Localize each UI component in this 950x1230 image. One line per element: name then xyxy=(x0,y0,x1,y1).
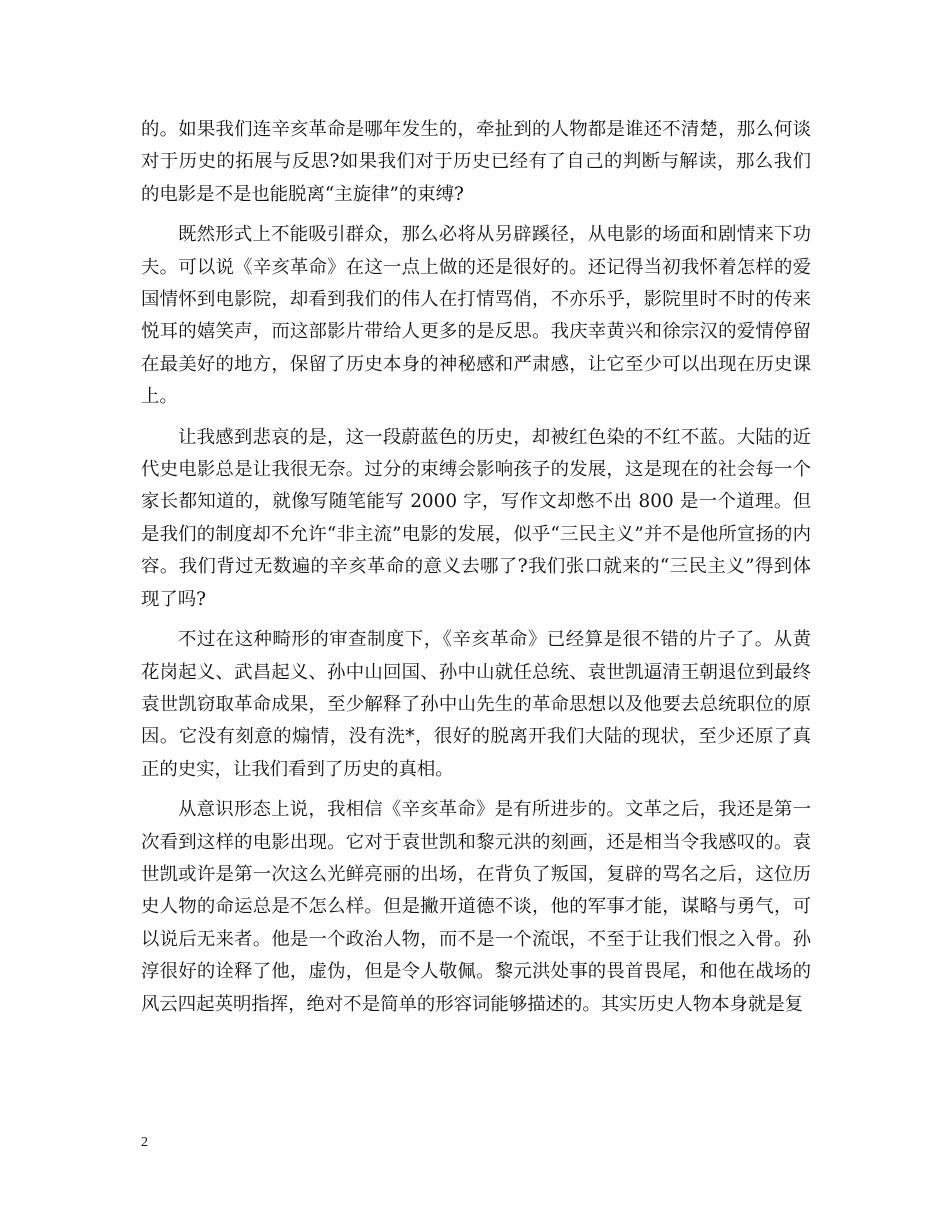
body-text xyxy=(141,114,811,1029)
paragraph-5: 从意识形态上说，我相信《辛亥革命》是有所进步的。文革之后，我还是第一次看到这样的电影出现。它对于袁世凯和黎元洪的刻画，还是相当令我感叹的。袁世凯或许是第一次这么光鲜亮丽的出场，在背负了叛国，复辟的骂名之后，这位历史人物的命运总是不怎么样。但是撇开道德不谈，他的军事才能，谋略与勇气，可以说后无来者。他是一个政治人物，而不是一个流氓，不至于让我们恨之入骨。孙淳很好的诠释了他，虚伪，但是令人敬佩。黎元洪处事的畏首畏尾，和他在战场的风云四起英明指挥，绝对不是简单的形容词能够描述的。其实历史人物本身就是复 xyxy=(141,799,811,1015)
paragraph-2: 既然形式上不能吸引群众，那么必将从另辟蹊径，从电影的场面和剧情来下功夫。可以说《辛亥革命》在这一点上做的还是很好的。还记得当初我怀着怎样的爱国情怀到电影院，却看到我们的伟人在打情骂俏，不亦乐乎，影院里时不时的传来悦耳的嬉笑声，而这部影片带给人更多的是反思。我庆幸黄兴和徐宗汉的爱情停留在最美好的地方，保留了历史本身的神秘感和严肃感，让它至少可以出现在历史课上。 xyxy=(141,224,811,408)
page-number: 2 xyxy=(141,1135,148,1150)
paragraph-1: 的。如果我们连辛亥革命是哪年发生的，牵扯到的人物都是谁还不清楚，那么何谈对于历史的拓展与反思?如果我们对于历史已经有了自己的判断与解读，那么我们的电影是不是也能脱离“主旋律”的束缚? xyxy=(141,119,811,205)
paragraph-4: 不过在这种畸形的审查制度下，《辛亥革命》已经算是很不错的片子了。从黄花岗起义、武昌起义、孙中山回国、孙中山就任总统、袁世凯逼清王朝退位到最终袁世凯窃取革命成果，至少解释了孙中山先生的革命思想以及他要去总统职位的原因。它没有刻意的煽情，没有洗*，很好的脱离开我们大陆的现状，至少还原了真正的史实，让我们看到了历史的真相。 xyxy=(141,629,811,780)
paragraph-3: 让我感到悲哀的是，这一段蔚蓝色的历史，却被红色染的不红不蓝。大陆的近代史电影总是让我很无奈。过分的束缚会影响孩子的发展，这是现在的社会每一个家长都知道的，就像写随笔能写 2000 字，写作文却憋不出 800 是一个道理。但是我们的制度却不允许“非主流”电影的发展，似乎“三民主义”并不是他所宣扬的内容。我们背过无数遍的辛亥革命的意义去哪了?我们张口就来的“三民主义”得到体现了吗? xyxy=(141,426,811,610)
